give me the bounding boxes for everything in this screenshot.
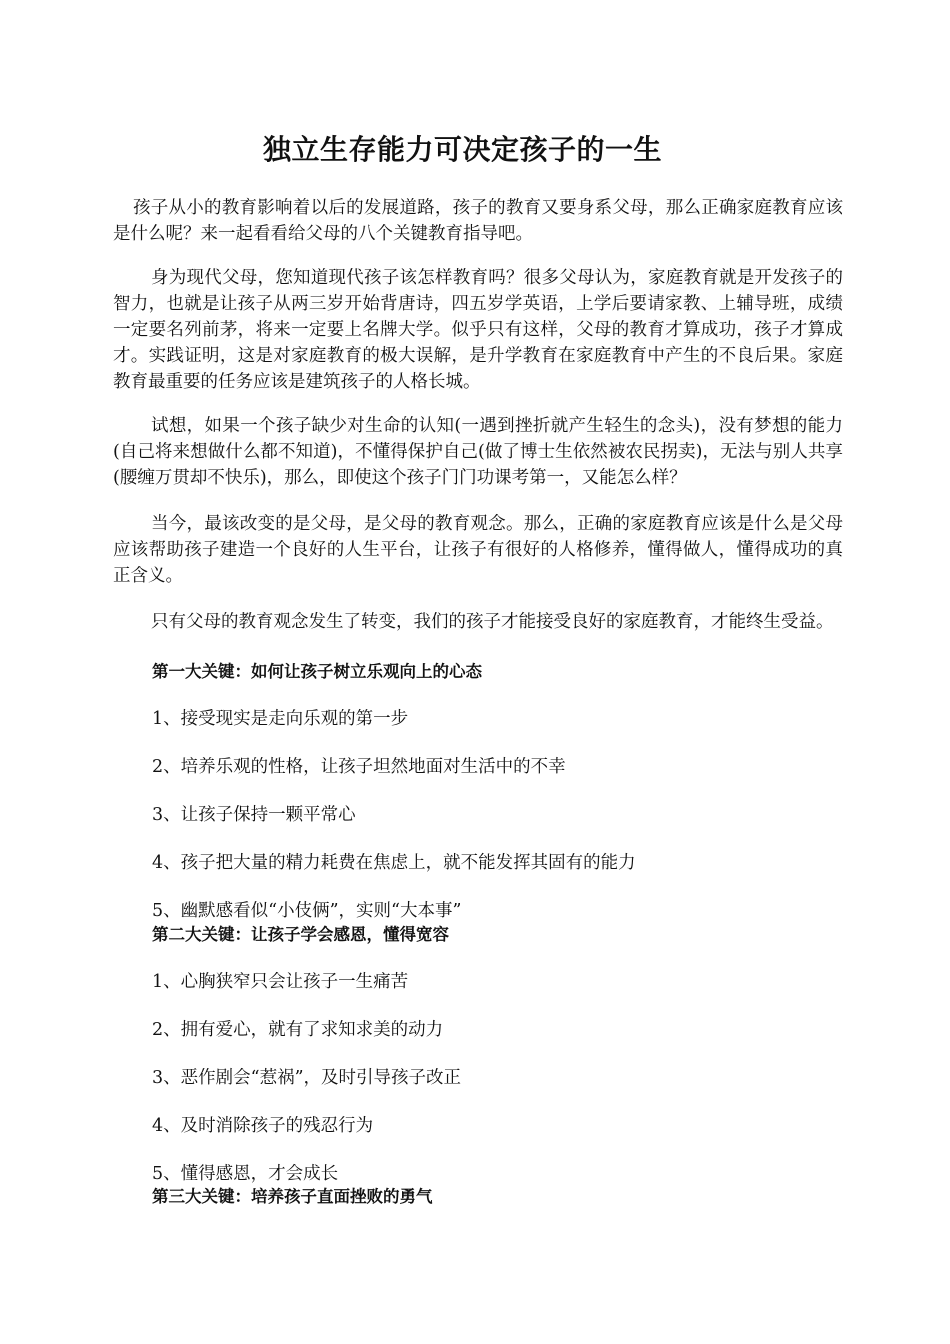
section-2-item-5: 5、懂得感恩，才会成长 [152,1164,339,1184]
section-1-item-1: 1、接受现实是走向乐观的第一步 [152,709,409,729]
section-2-item-4: 4、及时消除孩子的残忍行为 [152,1116,374,1136]
section-heading-1: 第一大关键：如何让孩子树立乐观向上的心态 [152,662,482,681]
section-1-item-2: 2、培养乐观的性格，让孩子坦然地面对生活中的不幸 [152,757,566,777]
body-paragraph-2: 试想，如果一个孩子缺少对生命的认知(一遇到挫折就产生轻生的念头)，没有梦想的能力(自己将来想做什么都不知道)，不懂得保护自己(做了博士生依然被农民拐卖)，无法与别人共享(腰缠万贯却不快乐)，那么，即使这个孩子门门功课考第一，又能怎么样？ [113,416,843,488]
section-heading-2: 第二大关键：让孩子学会感恩，懂得宽容 [152,925,449,944]
body-paragraph-4: 只有父母的教育观念发生了转变，我们的孩子才能接受良好的家庭教育，才能终生受益。 [151,612,834,632]
section-2-item-3: 3、恶作剧会“惹祸”，及时引导孩子改正 [152,1068,462,1088]
body-paragraph-1: 身为现代父母，您知道现代孩子该怎样教育吗？很多父母认为，家庭教育就是开发孩子的智力，也就是让孩子从两三岁开始背唐诗，四五岁学英语，上学后要请家教、上辅导班，成绩一定要名列前茅，将来一定要上名牌大学。似乎只有这样，父母的教育才算成功，孩子才算成才。实践证明，这是对家庭教育的极大误解，是升学教育在家庭教育中产生的不良后果。家庭教育最重要的任务应该是建筑孩子的人格长城。 [113,268,843,392]
body-paragraph-3: 当今，最该改变的是父母，是父母的教育观念。那么，正确的家庭教育应该是什么是父母应该帮助孩子建造一个良好的人生平台，让孩子有很好的人格修养，懂得做人，懂得成功的真正含义。 [113,514,843,586]
intro-paragraph: 孩子从小的教育影响着以后的发展道路，孩子的教育又要身系父母，那么正确家庭教育应该是什么呢？来一起看看给父母的八个关键教育指导吧。 [113,198,843,244]
section-1-item-5: 5、幽默感看似“小伎俩”，实则“大本事” [152,901,462,921]
section-1-item-3: 3、让孩子保持一颗平常心 [152,805,356,825]
document-title: 独立生存能力可决定孩子的一生 [262,133,662,166]
section-1-item-4: 4、孩子把大量的精力耗费在焦虑上，就不能发挥其固有的能力 [152,853,636,873]
section-2-item-1: 1、心胸狭窄只会让孩子一生痛苦 [152,972,409,992]
section-2-item-2: 2、拥有爱心，就有了求知求美的动力 [152,1020,444,1040]
section-heading-3: 第三大关键：培养孩子直面挫败的勇气 [152,1187,433,1206]
